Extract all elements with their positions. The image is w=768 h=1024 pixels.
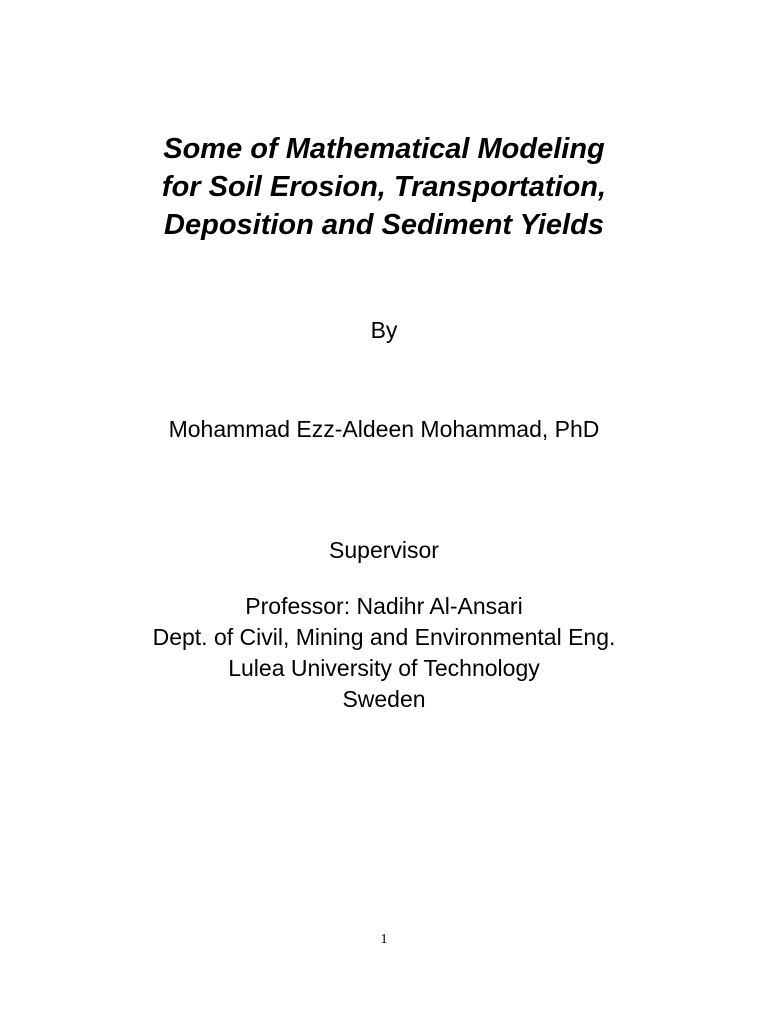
department: Dept. of Civil, Mining and Environmental Eng. xyxy=(152,624,616,650)
author-name: Mohammad Ezz-Aldeen Mohammad, PhD xyxy=(168,416,600,442)
country: Sweden xyxy=(342,686,426,712)
document-title xyxy=(0,130,768,244)
supervisor-name: Professor: Nadihr Al-Ansari xyxy=(245,593,523,619)
supervisor-label: Supervisor xyxy=(329,537,439,563)
supervisor-affiliation xyxy=(0,591,768,715)
title-line-1: Some of Mathematical Modeling xyxy=(163,133,605,165)
page-number: 1 xyxy=(380,932,388,947)
title-line-2: for Soil Erosion, Transportation, xyxy=(161,171,607,203)
by-label: By xyxy=(370,317,398,343)
university: Lulea University of Technology xyxy=(228,655,540,681)
title-line-3: Deposition and Sediment Yields xyxy=(164,209,604,241)
